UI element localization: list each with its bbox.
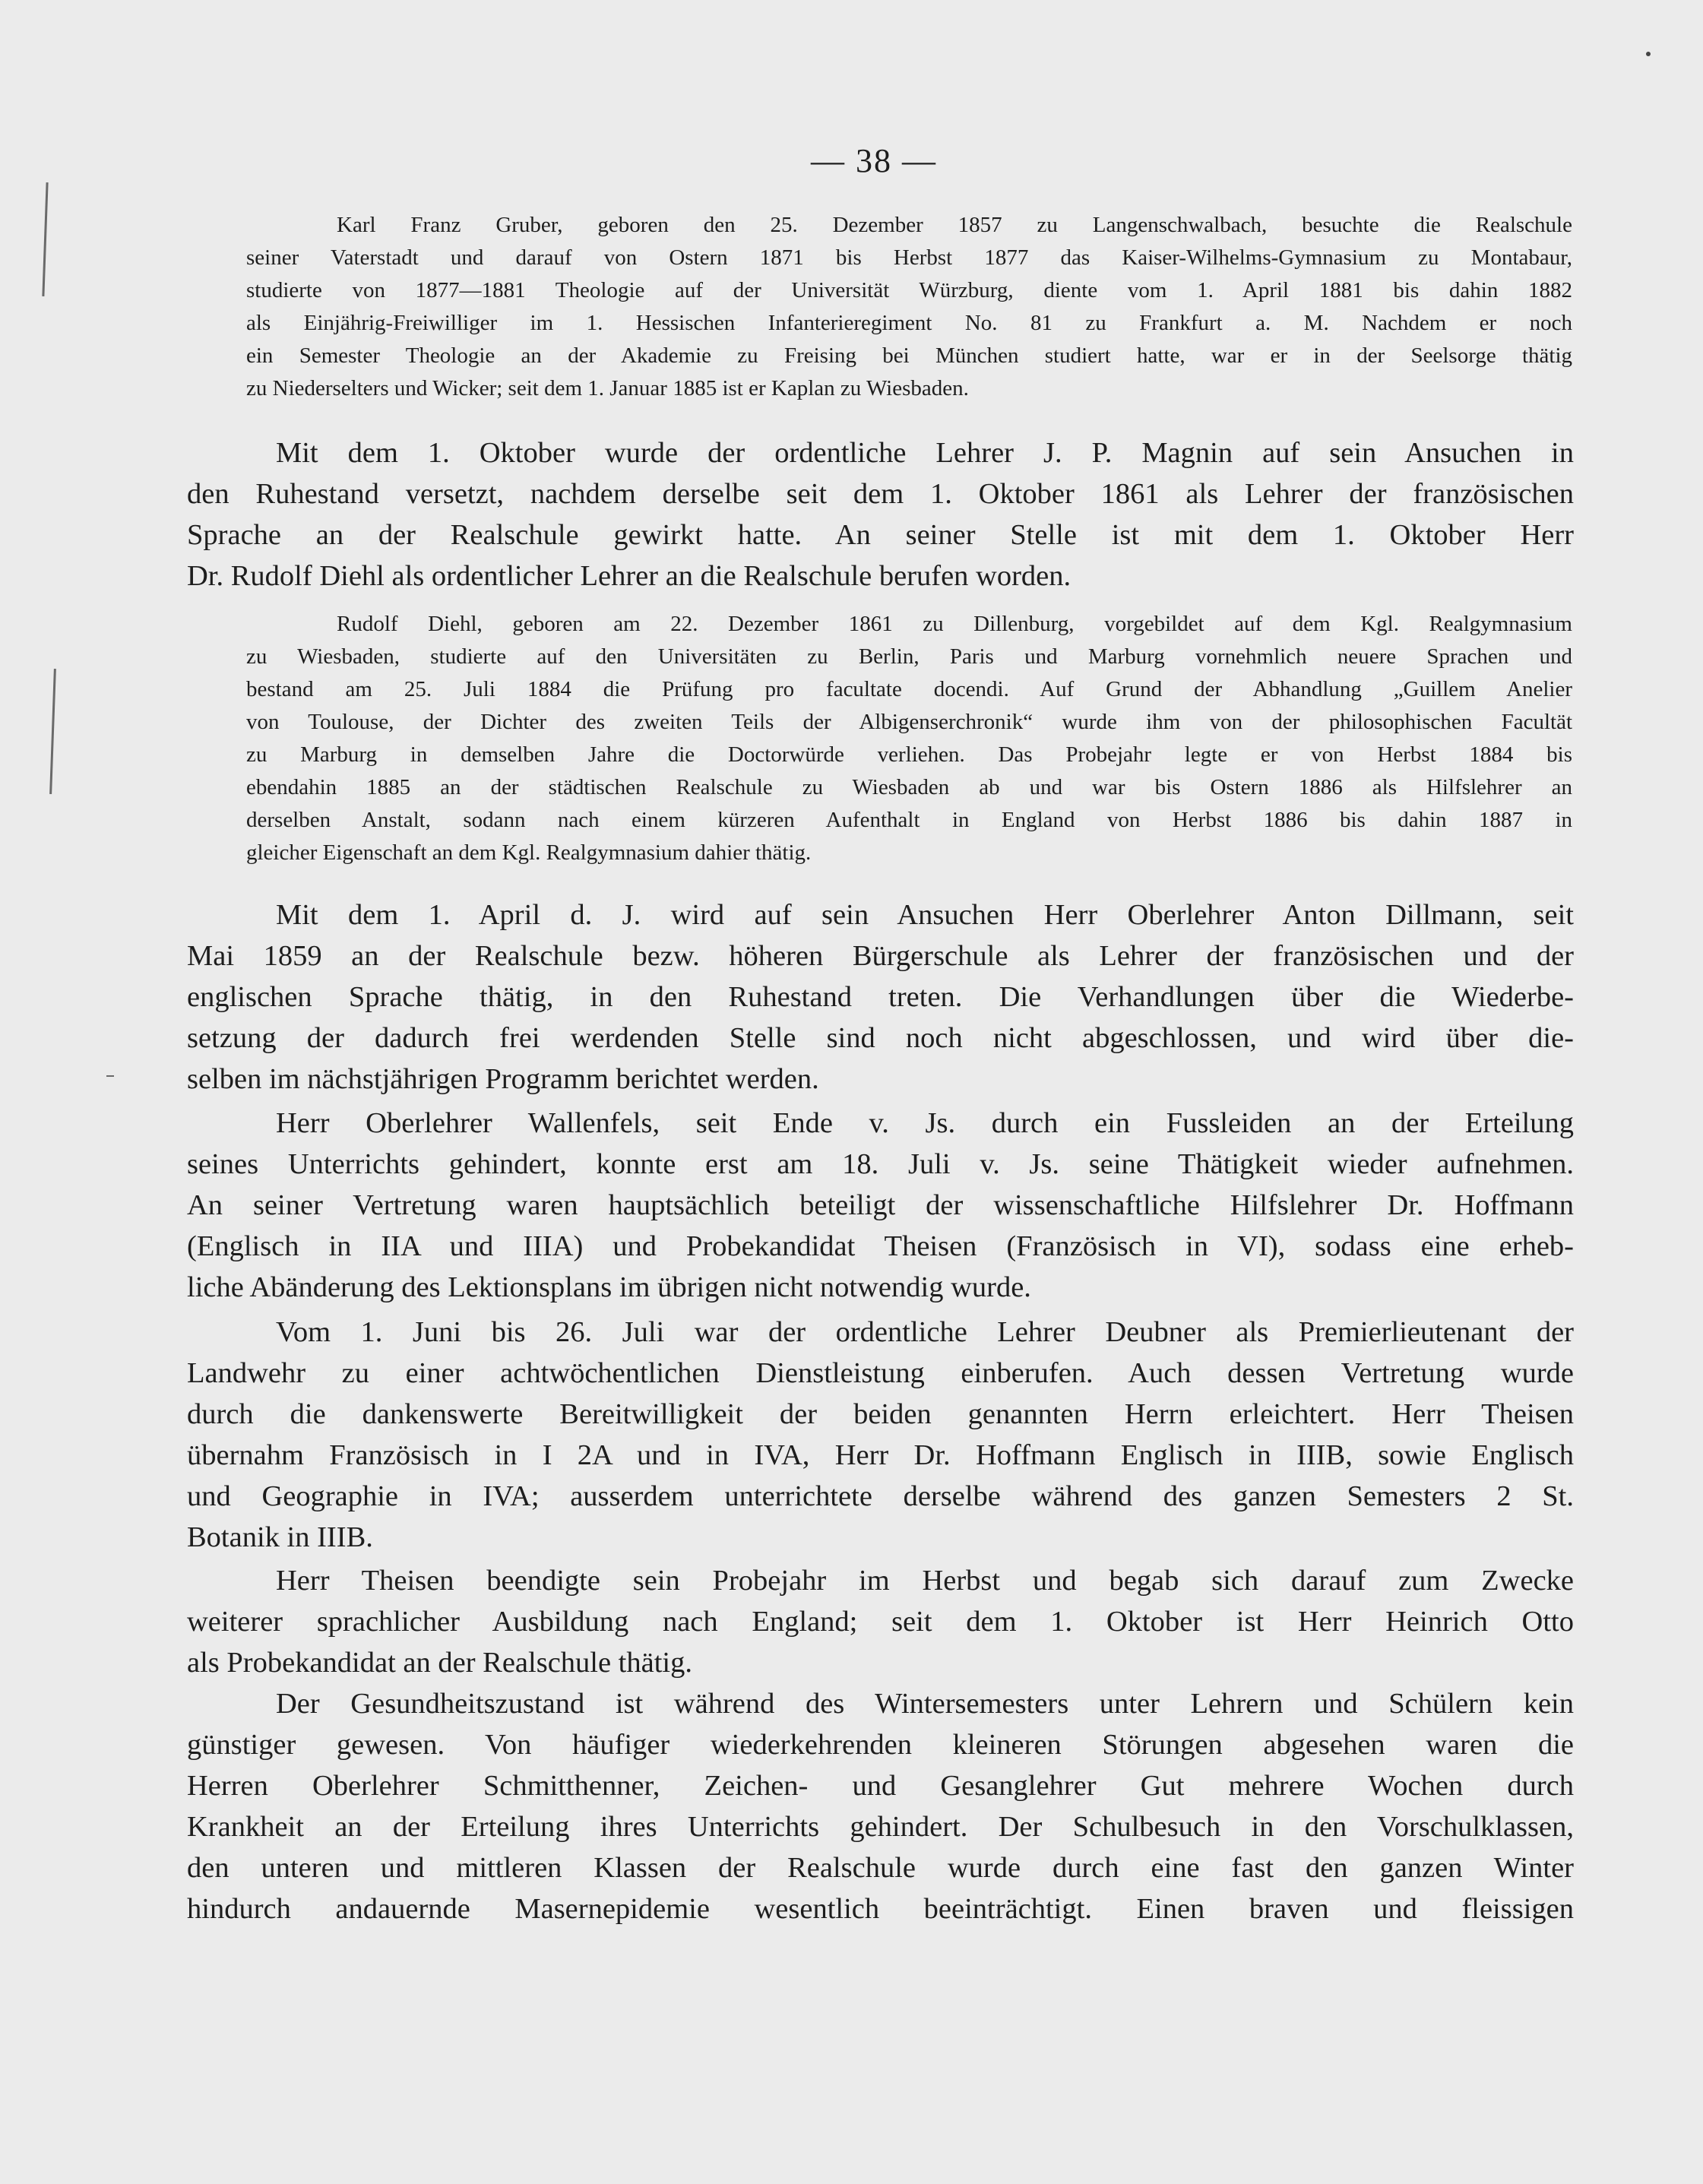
- text-line: zu Niederselters und Wicker; seit dem 1. Januar 1885 ist er Kaplan zu Wiesbaden.: [246, 376, 969, 400]
- text-line: Vom 1. Juni bis 26. Juli war der ordentliche Lehrer Deubner als Premierlieutenant der: [276, 1316, 1574, 1348]
- text-line: selben im nächstjährigen Programm berichtet werden.: [187, 1063, 819, 1095]
- text-line: Dr. Rudolf Diehl als ordentlicher Lehrer an die Realschule berufen worden.: [187, 560, 1071, 592]
- text-line: An seiner Vertretung waren hauptsächlich beteiligt der wissenschaftliche Hilfslehrer Dr. Hoffmann: [187, 1189, 1574, 1221]
- text-line: Botanik in IIIB.: [187, 1521, 373, 1553]
- text-line: bestand am 25. Juli 1884 die Prüfung pro facultate docendi. Auf Grund der Abhandlung „Guillem Anelier: [246, 677, 1572, 701]
- text-line: durch die dankenswerte Bereitwilligkeit der beiden genannten Herrn erleichtert. Herr Theisen: [187, 1398, 1574, 1430]
- text-line: setzung der dadurch frei werdenden Stelle sind noch nicht abgeschlossen, und wird über die-: [187, 1022, 1574, 1054]
- text-line: Krankheit an der Erteilung ihres Unterrichts gehindert. Der Schulbesuch in den Vorschulklassen,: [187, 1811, 1574, 1843]
- text-line: ebendahin 1885 an der städtischen Realschule zu Wiesbaden ab und war bis Ostern 1886 als Hilfslehrer an: [246, 775, 1572, 799]
- text-line: derselben Anstalt, sodann nach einem kürzeren Aufenthalt in England von Herbst 1886 bis dahin 1887 in: [246, 808, 1572, 832]
- text-line: Herr Oberlehrer Wallenfels, seit Ende v. Js. durch ein Fussleiden an der Erteilung: [276, 1107, 1574, 1139]
- text-line: Herren Oberlehrer Schmitthenner, Zeichen- und Gesanglehrer Gut mehrere Wochen durch: [187, 1770, 1574, 1802]
- margin-mark: [49, 669, 56, 794]
- text-line: zu Marburg in demselben Jahre die Doctorwürde verliehen. Das Probejahr legte er von Herbst 1884 bis: [246, 742, 1572, 767]
- text-line: als Probekandidat an der Realschule thätig.: [187, 1647, 692, 1679]
- text-line: den unteren und mittleren Klassen der Realschule wurde durch eine fast den ganzen Winter: [187, 1852, 1574, 1884]
- text-line: und Geographie in IVA; ausserdem unterrichtete derselbe während des ganzen Semesters 2 St.: [187, 1480, 1574, 1512]
- text-line: Landwehr zu einer achtwöchentlichen Dienstleistung einberufen. Auch dessen Vertretung wurde: [187, 1357, 1574, 1389]
- text-line: Mit dem 1. April d. J. wird auf sein Ansuchen Herr Oberlehrer Anton Dillmann, seit: [276, 899, 1574, 931]
- margin-mark: [106, 1075, 114, 1077]
- text-line: Karl Franz Gruber, geboren den 25. Dezember 1857 zu Langenschwalbach, besuchte die Realschule: [337, 213, 1572, 237]
- speck: [1646, 52, 1651, 56]
- margin-mark: [42, 182, 48, 296]
- text-line: englischen Sprache thätig, in den Ruhestand treten. Die Verhandlungen über die Wiederbe-: [187, 981, 1574, 1013]
- text-line: als Einjährig-Freiwilliger im 1. Hessischen Infanterieregiment No. 81 zu Frankfurt a. M. Nachdem er noch: [246, 311, 1572, 335]
- text-line: seiner Vaterstadt und darauf von Ostern 1871 bis Herbst 1877 das Kaiser-Wilhelms-Gymnasium zu Montabaur,: [246, 245, 1572, 270]
- text-line: hindurch andauernde Masernepidemie wesentlich beeinträchtigt. Einen braven und fleissigen: [187, 1893, 1574, 1925]
- text-line: liche Abänderung des Lektionsplans im übrigen nicht notwendig wurde.: [187, 1271, 1031, 1303]
- text-line: Sprache an der Realschule gewirkt hatte. An seiner Stelle ist mit dem 1. Oktober Herr: [187, 519, 1574, 551]
- text-line: gleicher Eigenschaft an dem Kgl. Realgymnasium dahier thätig.: [246, 840, 812, 865]
- text-line: von Toulouse, der Dichter des zweiten Teils der Albigenserchronik“ wurde ihm von der philosophischen Facultät: [246, 710, 1572, 734]
- text-line: weiterer sprachlicher Ausbildung nach England; seit dem 1. Oktober ist Herr Heinrich Otto: [187, 1606, 1574, 1638]
- text-line: (Englisch in IIA und IIIA) und Probekandidat Theisen (Französisch in VI), sodass eine erheb-: [187, 1230, 1574, 1262]
- page-number: — 38 —: [811, 142, 937, 179]
- text-line: zu Wiesbaden, studierte auf den Universitäten zu Berlin, Paris und Marburg vornehmlich neuere Sprachen und: [246, 644, 1572, 669]
- text-line: Herr Theisen beendigte sein Probejahr im Herbst und begab sich darauf zum Zwecke: [276, 1565, 1574, 1597]
- text-line: seines Unterrichts gehindert, konnte erst am 18. Juli v. Js. seine Thätigkeit wieder aufnehmen.: [187, 1148, 1574, 1180]
- text-line: Mai 1859 an der Realschule bezw. höheren Bürgerschule als Lehrer der französischen und der: [187, 940, 1574, 972]
- text-line: studierte von 1877—1881 Theologie auf der Universität Würzburg, diente vom 1. April 1881 bis dahin 1882: [246, 278, 1572, 302]
- text-line: Rudolf Diehl, geboren am 22. Dezember 1861 zu Dillenburg, vorgebildet auf dem Kgl. Realgymnasium: [337, 612, 1572, 636]
- text-line: günstiger gewesen. Von häufiger wiederkehrenden kleineren Störungen abgesehen waren die: [187, 1729, 1574, 1761]
- text-line: Der Gesundheitszustand ist während des Wintersemesters unter Lehrern und Schülern kein: [276, 1688, 1574, 1720]
- text-line: übernahm Französisch in I 2A und in IVA, Herr Dr. Hoffmann Englisch in IIIB, sowie Englisch: [187, 1439, 1574, 1471]
- text-line: den Ruhestand versetzt, nachdem derselbe seit dem 1. Oktober 1861 als Lehrer der französischen: [187, 478, 1574, 510]
- text-line: ein Semester Theologie an der Akademie zu Freising bei München studiert hatte, war er in der Seelsorge thätig: [246, 343, 1572, 368]
- text-line: Mit dem 1. Oktober wurde der ordentliche Lehrer J. P. Magnin auf sein Ansuchen in: [276, 437, 1574, 469]
